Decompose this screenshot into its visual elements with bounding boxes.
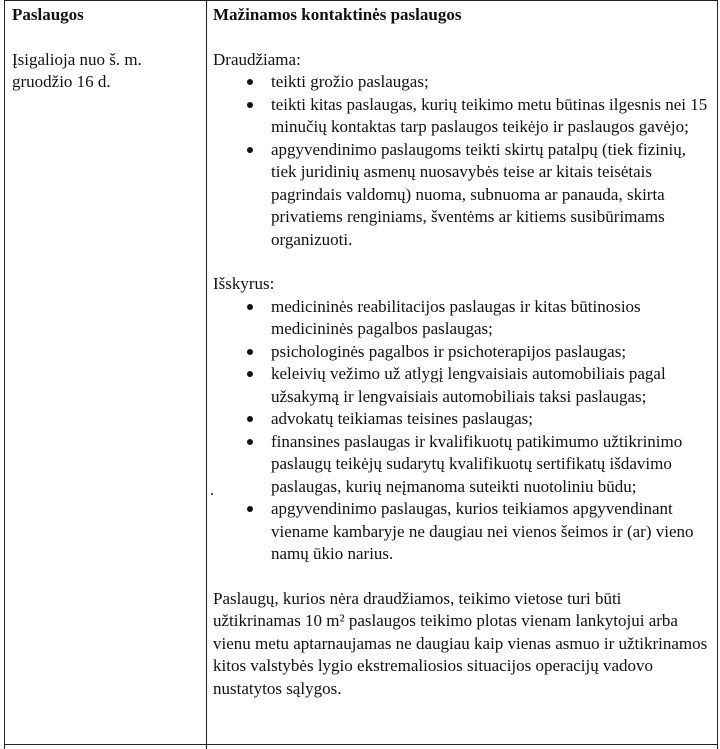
except-item: apgyvendinimo paslaugas, kurios teikiamos apgyvendinant viename kambaryje ne daugiau nei vienos šeimos ir (ar) vieno namų ūkio narius. <box>213 498 708 566</box>
bullet-icon <box>247 416 253 422</box>
except-item: advokatų teikiamas teisines paslaugas; <box>213 408 708 431</box>
prohibited-item: apgyvendinimo paslaugoms teikti skirtų patalpų (tiek fizinių, tiek juridinių asmenų nuosavybės teise ar kitais teisėtais pagrindais valdomų) nuoma, subnuoma ar panauda, skirta privatiems renginiams, šventėms ar kitiems susibūrimams organizuoti. <box>213 139 708 252</box>
table-column-divider <box>206 0 207 749</box>
right-cell <box>213 4 708 700</box>
prohibited-item: teikti kitas paslaugas, kurių teikimo metu būtinas ilgesnis nei 15 minučių kontaktas tarp paslaugos teikėjo ir paslaugos gavėjo; <box>213 94 708 139</box>
prohibited-list <box>213 71 708 251</box>
left-cell <box>12 4 202 94</box>
effective-date-line-2: gruodžio 16 d. <box>12 72 111 91</box>
bullet-icon <box>247 371 253 377</box>
bullet-icon <box>247 349 253 355</box>
final-paragraph: Paslaugų, kurios nėra draudžiamos, teikimo vietose turi būti užtikrinamas 10 m² paslaugos teikimo plotas vienam lankytojui arba vienu metu aptarnaujamas ne daugiau kaip vienas asmuo ir užtikrinamos kitos valstybės lygio ekstremaliosios situacijos operacijų vadovo nustatytos sąlygos. <box>213 588 708 698</box>
table-top-border <box>5 0 717 1</box>
except-item: psichologinės pagalbos ir psichoterapijos paslaugas; <box>213 341 708 364</box>
right-heading: Mažinamos kontaktinės paslaugos <box>213 5 462 24</box>
bullet-icon <box>247 102 253 108</box>
left-heading: Paslaugos <box>12 5 84 24</box>
effective-date-line-1: Įsigalioja nuo š. m. <box>12 49 142 69</box>
except-item: finansines paslaugas ir kvalifikuotų patikimumo užtikrinimo paslaugų teikėjų sudarytų kvalifikuotų sertifikatų išdavimo paslaugas, kurių neįmanoma suteikti nuotoliniu būdu; <box>213 431 708 499</box>
except-item: medicininės reabilitacijos paslaugas ir kitas būtinosios medicininės pagalbos paslaugas; <box>213 296 708 341</box>
bullet-icon <box>247 304 253 310</box>
services-table <box>4 0 718 749</box>
except-item: keleivių vežimo už atlygį lengvaisiais automobiliais pagal užsakymą ir lengvaisiais automobiliais taksi paslaugas; <box>213 363 708 408</box>
bullet-icon <box>247 506 253 512</box>
stray-mark <box>211 493 213 495</box>
prohibited-item: teikti grožio paslaugas; <box>213 71 708 94</box>
bullet-icon <box>247 147 253 153</box>
table-row-border <box>5 744 717 745</box>
bullet-icon <box>247 79 253 85</box>
prohibited-label: Draudžiama: <box>213 49 301 69</box>
except-label: Išskyrus: <box>213 274 275 293</box>
except-list <box>213 296 708 566</box>
bullet-icon <box>247 439 253 445</box>
